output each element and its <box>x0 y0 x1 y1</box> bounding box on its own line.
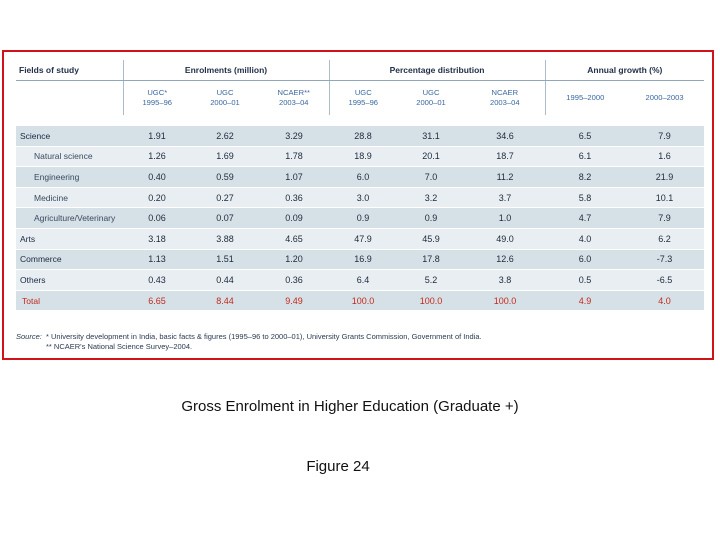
cell-value: 1.51 <box>191 249 259 270</box>
figure-label: Figure 24 <box>306 458 370 475</box>
cell-value: 7.9 <box>625 208 704 229</box>
cell-value: 21.9 <box>625 167 704 188</box>
header-enrolments: Enrolments (million) <box>123 60 329 81</box>
cell-value: 1.69 <box>191 146 259 167</box>
row-label: Natural science <box>16 146 123 167</box>
sub-header-empty <box>16 81 123 116</box>
cell-value: 6.0 <box>545 249 625 270</box>
source-label: Source: <box>16 332 42 341</box>
header-fields-of-study: Fields of study <box>16 60 123 81</box>
source-line-2: ** NCAER's National Science Survey–2004. <box>46 342 193 351</box>
row-label: Total <box>16 290 123 310</box>
cell-value: 1.91 <box>123 126 191 147</box>
sub-header: UGC 2000–01 <box>416 88 446 107</box>
table-row <box>16 187 704 208</box>
sub-header: UGC* 1995–96 <box>142 88 173 107</box>
cell-value: 0.27 <box>191 187 259 208</box>
cell-value: 1.78 <box>259 146 329 167</box>
cell-value: -7.3 <box>625 249 704 270</box>
row-label: Engineering <box>16 167 123 188</box>
header-annual-growth: Annual growth (%) <box>545 60 704 81</box>
cell-value: 3.29 <box>259 126 329 147</box>
header-percentage-distribution: Percentage distribution <box>329 60 545 81</box>
cell-value: 4.9 <box>545 290 625 310</box>
sub-header: 2000–2003 <box>645 93 684 102</box>
cell-value: 1.6 <box>625 146 704 167</box>
cell-value: 16.9 <box>329 249 397 270</box>
cell-value: 9.49 <box>259 290 329 310</box>
cell-value: 6.5 <box>545 126 625 147</box>
cell-value: 0.36 <box>259 187 329 208</box>
table-row <box>16 167 704 188</box>
cell-value: 0.5 <box>545 270 625 291</box>
cell-value: 6.4 <box>329 270 397 291</box>
cell-value: 1.13 <box>123 249 191 270</box>
row-label: Others <box>16 270 123 291</box>
table-row <box>16 146 704 167</box>
cell-value: 0.06 <box>123 208 191 229</box>
table-row <box>16 228 704 249</box>
cell-value: 11.2 <box>465 167 545 188</box>
cell-value: 5.8 <box>545 187 625 208</box>
cell-value: 1.07 <box>259 167 329 188</box>
table-row <box>16 249 704 270</box>
cell-value: 0.07 <box>191 208 259 229</box>
cell-value: 100.0 <box>397 290 465 310</box>
cell-value: 3.18 <box>123 228 191 249</box>
cell-value: 3.7 <box>465 187 545 208</box>
row-label: Agriculture/Veterinary <box>16 208 123 229</box>
cell-value: 7.9 <box>625 126 704 147</box>
cell-value: 0.40 <box>123 167 191 188</box>
cell-value: 8.2 <box>545 167 625 188</box>
cell-value: 0.44 <box>191 270 259 291</box>
cell-value: 0.9 <box>329 208 397 229</box>
cell-value: 18.7 <box>465 146 545 167</box>
cell-value: 6.2 <box>625 228 704 249</box>
cell-value: 100.0 <box>465 290 545 310</box>
table-image-frame <box>2 50 714 360</box>
cell-value: 1.26 <box>123 146 191 167</box>
sub-header: 1995–2000 <box>566 93 605 102</box>
cell-value: 0.43 <box>123 270 191 291</box>
cell-value: 0.9 <box>397 208 465 229</box>
row-label: Arts <box>16 228 123 249</box>
cell-value: 8.44 <box>191 290 259 310</box>
cell-value: 1.0 <box>465 208 545 229</box>
cell-value: 12.6 <box>465 249 545 270</box>
cell-value: 6.1 <box>545 146 625 167</box>
cell-value: 18.9 <box>329 146 397 167</box>
cell-value: 5.2 <box>397 270 465 291</box>
table-row <box>16 208 704 229</box>
table-row <box>16 270 704 291</box>
cell-value: 2.62 <box>191 126 259 147</box>
cell-value: 3.2 <box>397 187 465 208</box>
enrolment-table <box>16 60 704 310</box>
cell-value: 1.20 <box>259 249 329 270</box>
cell-value: 0.36 <box>259 270 329 291</box>
cell-value: 47.9 <box>329 228 397 249</box>
cell-value: 0.59 <box>191 167 259 188</box>
table-row <box>16 126 704 147</box>
sub-header-row <box>16 81 704 116</box>
sub-header: NCAER** 2003–04 <box>259 81 329 116</box>
cell-value: 34.6 <box>465 126 545 147</box>
cell-value: 45.9 <box>397 228 465 249</box>
table-row <box>16 290 704 310</box>
group-header-row <box>16 60 704 81</box>
sub-header: NCAER 2003–04 <box>465 81 545 116</box>
cell-value: 3.88 <box>191 228 259 249</box>
cell-value: 4.7 <box>545 208 625 229</box>
cell-value: 49.0 <box>465 228 545 249</box>
cell-value: -6.5 <box>625 270 704 291</box>
sub-header: UGC 2000–01 <box>210 88 240 107</box>
cell-value: 20.1 <box>397 146 465 167</box>
cell-value: 7.0 <box>397 167 465 188</box>
row-label: Medicine <box>16 187 123 208</box>
cell-value: 4.0 <box>625 290 704 310</box>
table-body <box>16 126 704 311</box>
row-label: Science <box>16 126 123 147</box>
row-label: Commerce <box>16 249 123 270</box>
cell-value: 4.0 <box>545 228 625 249</box>
cell-value: 3.0 <box>329 187 397 208</box>
cell-value: 28.8 <box>329 126 397 147</box>
cell-value: 3.8 <box>465 270 545 291</box>
cell-value: 17.8 <box>397 249 465 270</box>
cell-value: 0.09 <box>259 208 329 229</box>
cell-value: 10.1 <box>625 187 704 208</box>
source-line-1: * University development in India, basic facts & figures (1995–96 to 2000–01), University Grants Commission, Government of India. <box>46 332 482 341</box>
cell-value: 4.65 <box>259 228 329 249</box>
cell-value: 6.0 <box>329 167 397 188</box>
cell-value: 100.0 <box>329 290 397 310</box>
cell-value: 31.1 <box>397 126 465 147</box>
cell-value: 0.20 <box>123 187 191 208</box>
cell-value: 6.65 <box>123 290 191 310</box>
sub-header: UGC 1995–96 <box>348 88 379 107</box>
figure-caption: Gross Enrolment in Higher Education (Graduate +) <box>181 398 519 415</box>
